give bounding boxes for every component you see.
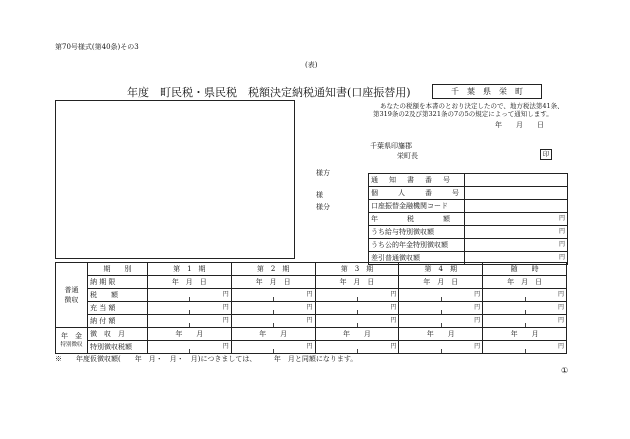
amount-cell: 円 <box>147 302 231 315</box>
table-row <box>56 315 567 328</box>
amount-cell: 円 <box>399 302 483 315</box>
amount-cell: 円 <box>483 341 567 354</box>
footnote: ※ 年度仮徴収額( 年 月・ 月・ 月)につきましては、 年 月と同額になります。 <box>55 355 358 363</box>
column-header: 第 4 期 <box>399 263 483 276</box>
due-date-cell: 年 月 日 <box>483 276 567 289</box>
pension-label-1: 年 金 <box>60 331 82 340</box>
table-row <box>369 200 568 213</box>
notice-text-1: あなたの税額を本書のとおり決定したので、地方税法第41条、 <box>380 102 564 110</box>
amount-cell: 円 <box>147 315 231 328</box>
issue-date: 年 月 日 <box>495 121 544 129</box>
side-label: (表) <box>305 61 318 69</box>
amount-cell: 円 <box>399 289 483 302</box>
table-row <box>56 341 567 354</box>
amount-cell: 円 <box>315 302 399 315</box>
row-label: 徴 収 月 <box>87 328 147 341</box>
row-label: 納 期 限 <box>87 276 147 289</box>
mayor-title: 栄町長 <box>397 152 418 160</box>
info-value <box>464 200 567 213</box>
amount-cell: 円 <box>147 289 231 302</box>
info-value <box>464 174 567 187</box>
pension-label-2: 特別徴収 <box>60 341 83 348</box>
form-number: 第70号様式(第40条)その3 <box>55 43 139 51</box>
amount-cell: 円 <box>483 315 567 328</box>
table-row <box>56 276 567 289</box>
table-row <box>369 226 568 239</box>
issuer-box <box>432 84 542 99</box>
info-label: うち公的年金特別徴収額 <box>369 239 465 252</box>
notice-text-2: 第319条の2及び第321条の7の5の規定によって通知します。 <box>373 110 553 118</box>
info-yen: 円 <box>464 239 567 252</box>
table-row <box>369 239 568 252</box>
label-sama: 様 <box>316 191 323 199</box>
table-row <box>56 289 567 302</box>
table-row <box>56 263 567 276</box>
amount-cell: 円 <box>231 302 315 315</box>
info-table <box>368 173 568 265</box>
amount-cell: 円 <box>399 315 483 328</box>
info-label: 口座振替金融機関コード <box>369 200 465 213</box>
info-yen: 円 <box>464 226 567 239</box>
info-label: 差引普通徴収額 <box>369 252 465 265</box>
table-row <box>369 174 568 187</box>
column-header: 第 1 期 <box>147 263 231 276</box>
table-row <box>56 328 567 341</box>
month-cell: 年 月 <box>483 328 567 341</box>
info-label: 個 人 番 号 <box>369 187 465 200</box>
amount-cell: 円 <box>315 289 399 302</box>
futsu-choshu-label: 普通 徴収 <box>56 263 88 328</box>
amount-cell: 円 <box>483 302 567 315</box>
info-value <box>464 187 567 200</box>
document-title: 年度 町民税・県民税 税額決定納税通知書(口座振替用) <box>127 86 411 99</box>
row-label: 特別徴収税額 <box>87 341 147 354</box>
due-date-cell: 年 月 日 <box>231 276 315 289</box>
due-date-cell: 年 月 日 <box>315 276 399 289</box>
table-row <box>56 302 567 315</box>
month-cell: 年 月 <box>315 328 399 341</box>
amount-cell: 円 <box>483 289 567 302</box>
amount-cell: 円 <box>315 341 399 354</box>
info-yen: 円 <box>464 252 567 265</box>
label-sama-kata: 様方 <box>316 169 330 177</box>
info-label: 年 税 額 <box>369 213 465 226</box>
amount-cell: 円 <box>231 341 315 354</box>
seal-text: 印 <box>542 150 550 158</box>
amount-cell: 円 <box>399 341 483 354</box>
column-header: 第 3 期 <box>315 263 399 276</box>
amount-cell: 円 <box>147 341 231 354</box>
table-row <box>369 187 568 200</box>
info-label: 通 知 書 番 号 <box>369 174 465 187</box>
column-header: 随 時 <box>483 263 567 276</box>
row-label: 税 額 <box>87 289 147 302</box>
column-header: 期 別 <box>87 263 147 276</box>
column-header: 第 2 期 <box>231 263 315 276</box>
amount-cell: 円 <box>315 315 399 328</box>
month-cell: 年 月 <box>231 328 315 341</box>
info-label: うち給与特別徴収額 <box>369 226 465 239</box>
pension-label <box>56 328 88 354</box>
page-mark: ① <box>561 366 569 375</box>
office-name: 千葉県印旛郡 <box>370 142 412 150</box>
table-row <box>369 213 568 226</box>
label-sama-bun: 様分 <box>316 203 330 211</box>
amount-cell: 円 <box>231 289 315 302</box>
installment-table <box>55 262 567 354</box>
month-cell: 年 月 <box>399 328 483 341</box>
due-date-cell: 年 月 日 <box>399 276 483 289</box>
official-seal <box>540 149 552 160</box>
month-cell: 年 月 <box>147 328 231 341</box>
info-yen: 円 <box>464 213 567 226</box>
issuer-name: 千 葉 県 栄 町 <box>451 87 523 96</box>
address-window <box>55 100 295 259</box>
row-label: 充 当 額 <box>87 302 147 315</box>
due-date-cell: 年 月 日 <box>147 276 231 289</box>
row-label: 納 付 額 <box>87 315 147 328</box>
amount-cell: 円 <box>231 315 315 328</box>
